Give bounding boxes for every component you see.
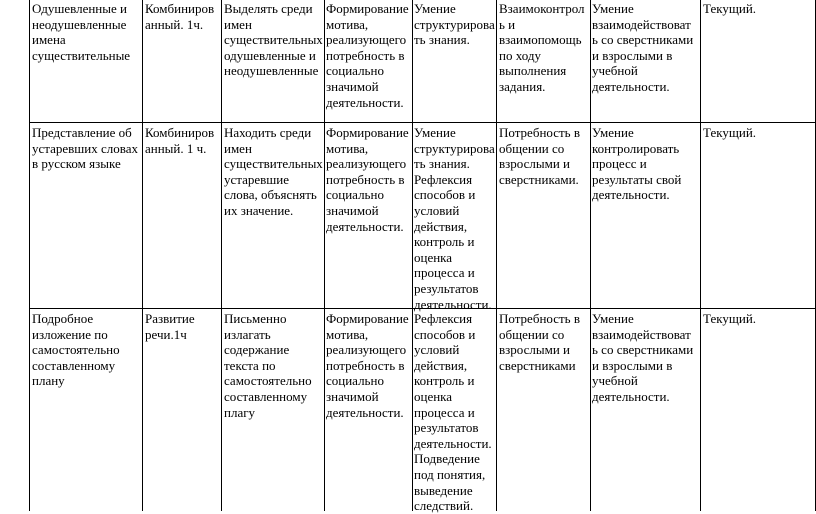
regulatory-cell: Умение контролировать процесс и результаты свой деятельности. — [592, 125, 682, 203]
cognitive-cell: Умение структурирова ть знания. Рефлексия способов и условий действия, контроль и оценка процесса и результатов деятельности. — [414, 125, 495, 312]
column-border — [496, 0, 497, 511]
column-border — [412, 0, 413, 511]
personal-cell: Формирование мотива, реализующего потребность в социально значимой деятельности. — [326, 311, 409, 420]
topic-cell: Представление об устаревших словах в русском языке — [32, 125, 138, 172]
activity-cell: Выделять среди имен существительных одушевленные и неодушевленные — [224, 1, 323, 79]
column-border — [29, 0, 30, 511]
control-cell: Текущий. — [703, 1, 757, 16]
activity-cell: Находить среди имен существительных устаревшие слова, объяснять их значение. — [224, 125, 323, 218]
personal-cell: Формирование мотива, реализующего потребность в социально значимой деятельности. — [326, 125, 409, 234]
personal-cell: Формирование мотива, реализующего потребность в социально значимой деятельности. — [326, 1, 409, 110]
communicative-cell: Потребность в общении со взрослыми и сверстниками. — [499, 125, 580, 187]
column-border — [590, 0, 591, 511]
lesson-type-cell: Развитие речи.1ч — [145, 311, 195, 342]
lesson-type-cell: Комбиниров анный. 1 ч. — [145, 125, 215, 156]
communicative-cell: Взаимоконтрол ь и взаимопомощь по ходу выполнения задания. — [499, 1, 585, 94]
regulatory-cell: Умение взаимодействоват ь со сверстниками и взрослыми в учебной деятельности. — [592, 311, 694, 404]
activity-cell: Письменно излагать содержание текста по самостоятельно составленному плагу — [224, 311, 312, 420]
cognitive-cell: Рефлексия способов и условий действия, контроль и оценка процесса и результатов деятельности. Подведение под понятия, выведение следствий. — [414, 311, 492, 514]
lesson-type-cell: Комбиниров анный. 1ч. — [145, 1, 215, 32]
column-border — [221, 0, 222, 511]
communicative-cell: Потребность в общении со взрослыми и сверстниками — [499, 311, 580, 373]
row-border — [29, 122, 816, 123]
regulatory-cell: Умение взаимодействоват ь со сверстниками и взрослыми в учебной деятельности. — [592, 1, 694, 94]
topic-cell: Одушевленные и неодушевленные имена существительные — [32, 1, 131, 63]
cognitive-cell: Умение структурирова ть знания. — [414, 1, 495, 48]
column-border — [324, 0, 325, 511]
topic-cell: Подробное изложение по самостоятельно составленному плану — [32, 311, 120, 389]
control-cell: Текущий. — [703, 125, 757, 140]
control-cell: Текущий. — [703, 311, 757, 326]
column-border — [142, 0, 143, 511]
column-border — [700, 0, 701, 511]
